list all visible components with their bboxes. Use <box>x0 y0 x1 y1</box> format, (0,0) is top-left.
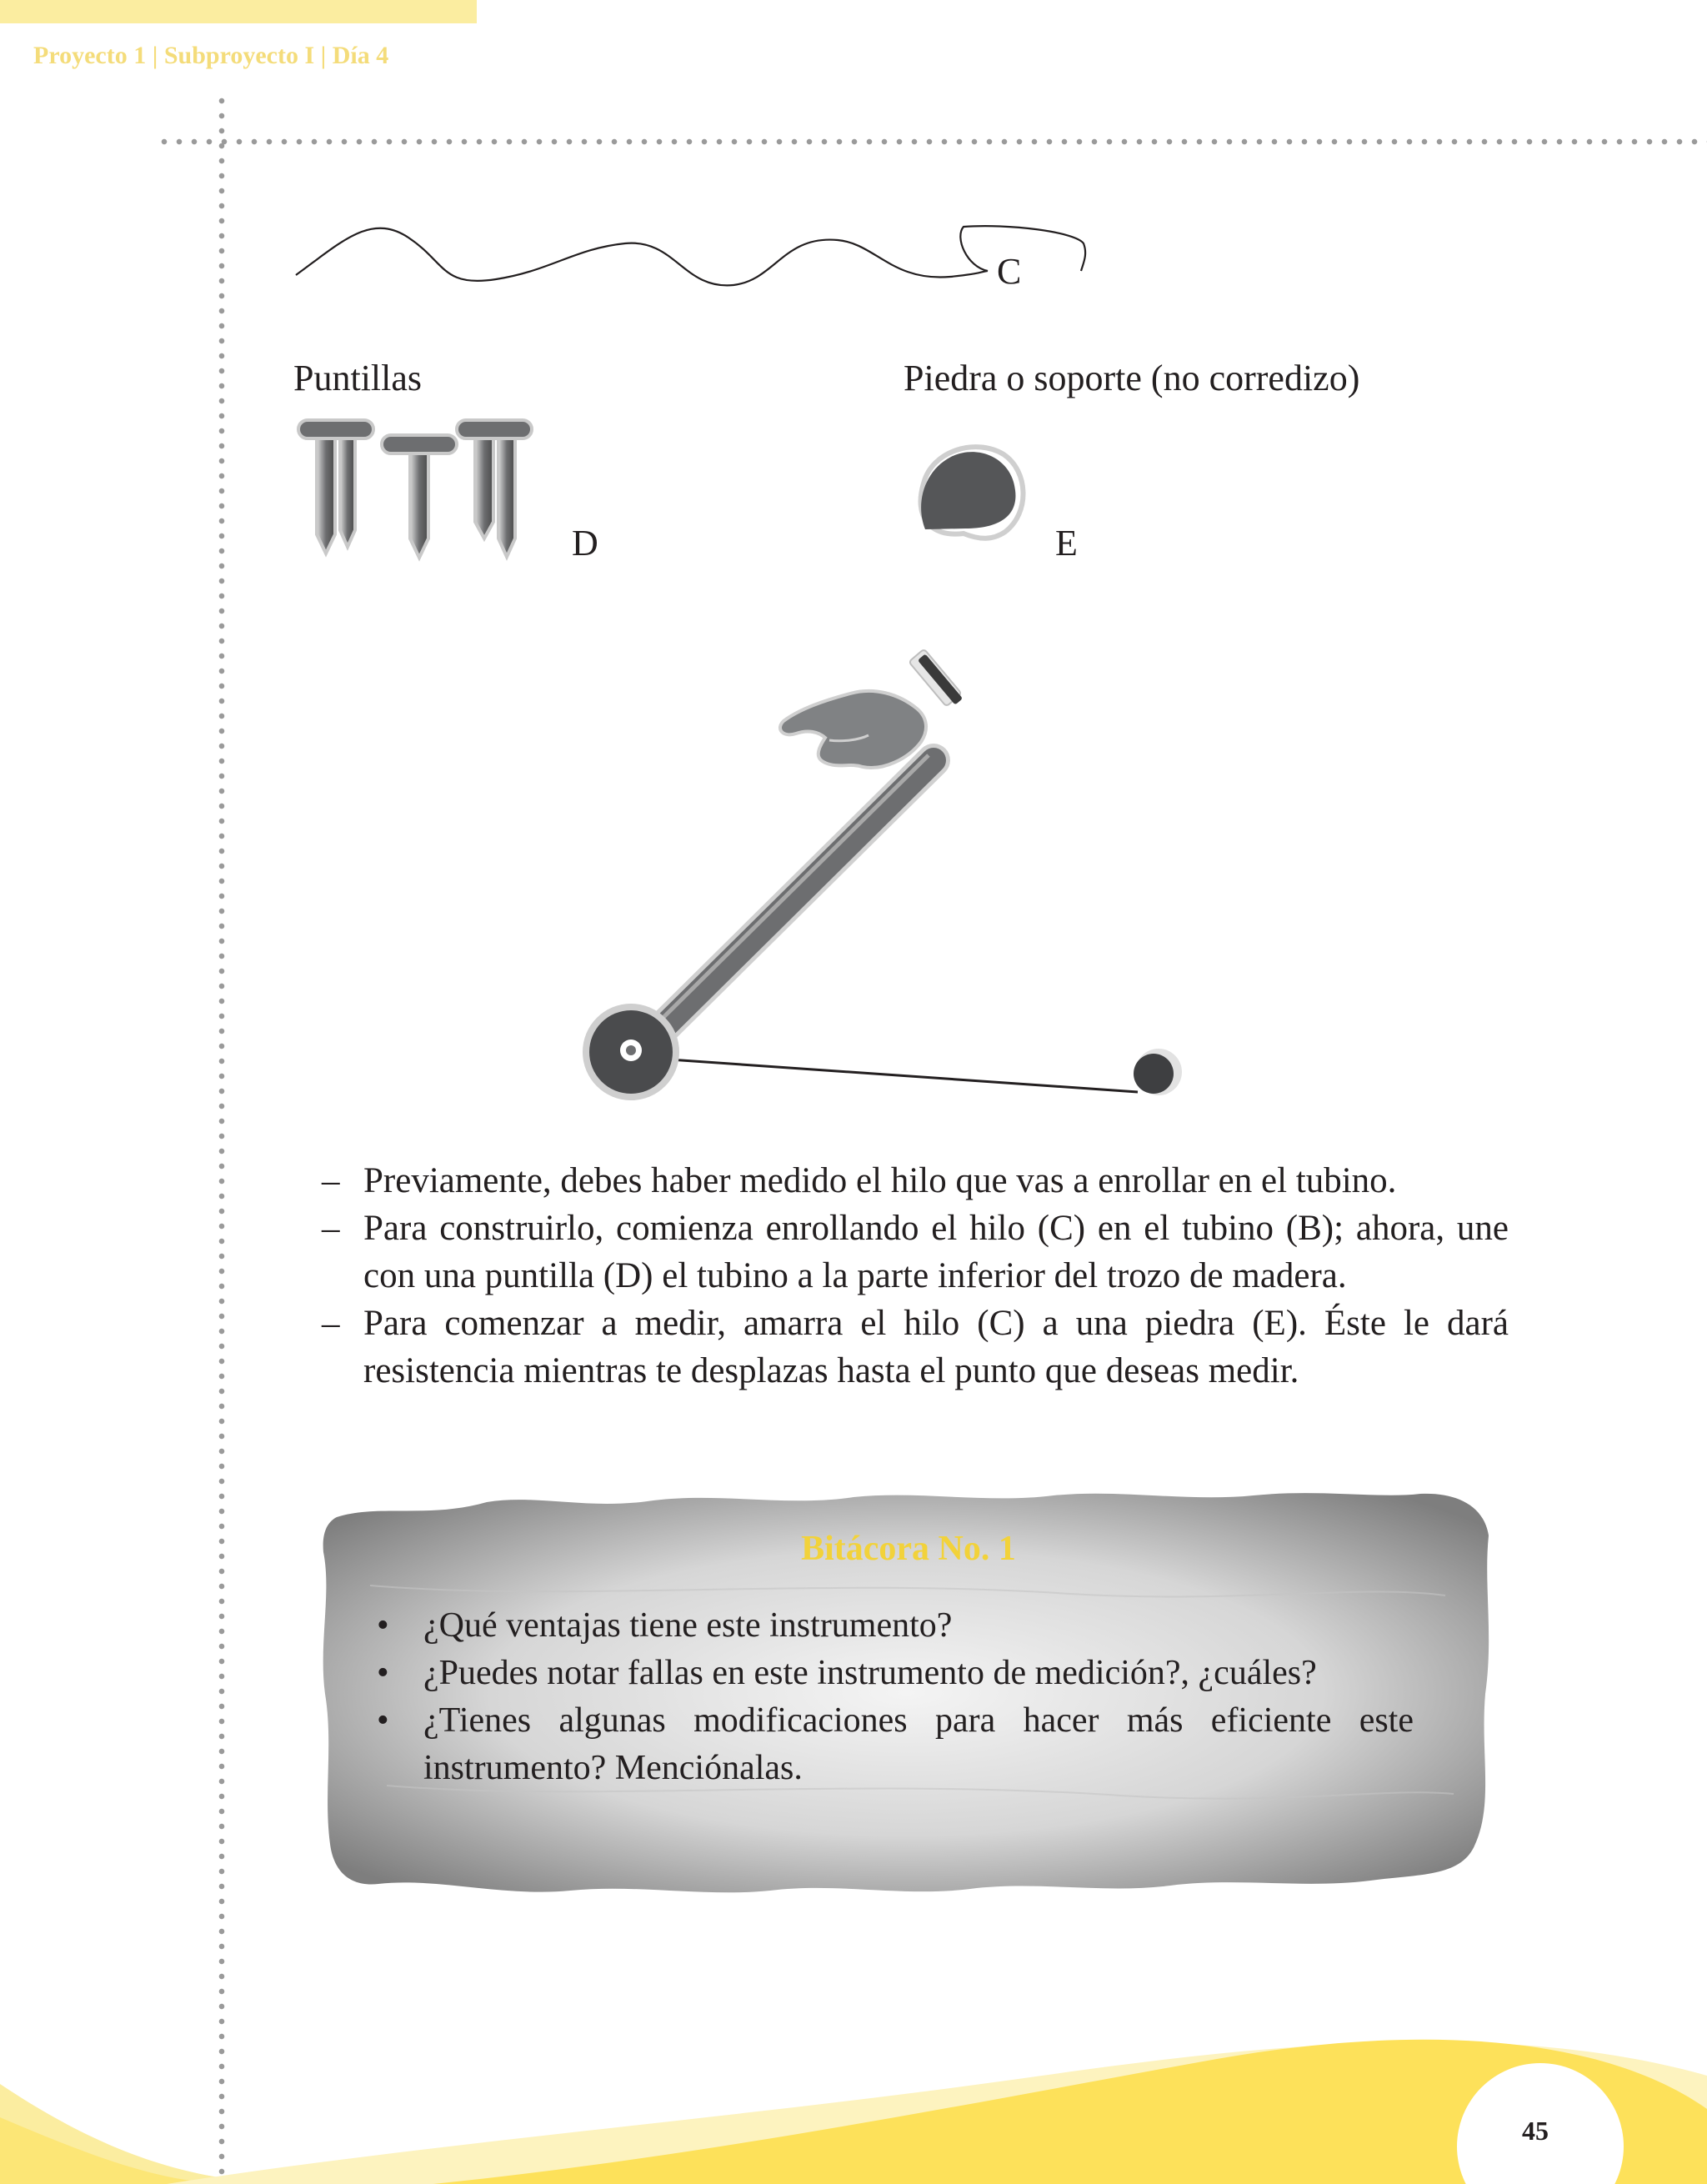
list-dash: – <box>322 1304 340 1343</box>
nails-letter-label: D <box>572 523 598 564</box>
bitacora-box <box>320 1485 1497 1899</box>
measuring-instrument-illustration <box>575 634 1192 1109</box>
question-text: ¿Tienes algunas modificaciones para hacer más eficiente este instrumento? Menciónalas. <box>423 1701 1414 1787</box>
instructions-list <box>322 1157 1509 1395</box>
question-item <box>370 1602 1414 1650</box>
stone-icon <box>914 433 1047 550</box>
instruction-item <box>322 1157 1509 1205</box>
instruction-item <box>322 1300 1509 1395</box>
bitacora-title: Bitácora No. 1 <box>801 1530 1016 1568</box>
list-dash: – <box>322 1209 340 1248</box>
question-text: ¿Puedes notar fallas en este instrumento de medición?, ¿cuáles? <box>423 1654 1317 1692</box>
list-dash: – <box>322 1161 340 1200</box>
stone-letter-label: E <box>1055 523 1078 564</box>
question-item <box>370 1697 1414 1792</box>
question-item <box>370 1650 1414 1697</box>
list-bullet: • <box>377 1701 389 1740</box>
thread-illustration <box>292 217 1100 300</box>
bitacora-questions <box>370 1602 1414 1792</box>
list-bullet: • <box>377 1654 389 1692</box>
instruction-text: Previamente, debes haber medido el hilo que vas a enrollar en el tubino. <box>363 1161 1397 1200</box>
instruction-text: Para construirlo, comienza enrollando el hilo (C) en el tubino (B); ahora, une con una puntilla (D) el tubino a la parte inferior del trozo de madera. <box>363 1209 1509 1295</box>
dotted-divider <box>157 138 1707 145</box>
top-accent-bar <box>0 0 477 23</box>
footer-wave-decoration <box>0 1984 1707 2184</box>
stone-caption: Piedra o soporte (no corredizo) <box>904 358 1360 398</box>
instruction-item <box>322 1205 1509 1300</box>
list-bullet: • <box>377 1606 389 1645</box>
nails-caption: Puntillas <box>293 358 423 398</box>
nails-icon <box>292 413 567 564</box>
dotted-margin-line <box>218 93 225 2184</box>
instruction-text: Para comenzar a medir, amarra el hilo (C) a una piedra (E). Éste le dará resistencia mientras te desplazas hasta el punto que deseas medir. <box>363 1304 1509 1390</box>
thread-letter-label: C <box>997 251 1022 292</box>
page-number: 45 <box>1522 2116 1549 2146</box>
running-header: Proyecto 1 | Subproyecto I | Día 4 <box>33 42 389 69</box>
question-text: ¿Qué ventajas tiene este instrumento? <box>423 1606 953 1645</box>
